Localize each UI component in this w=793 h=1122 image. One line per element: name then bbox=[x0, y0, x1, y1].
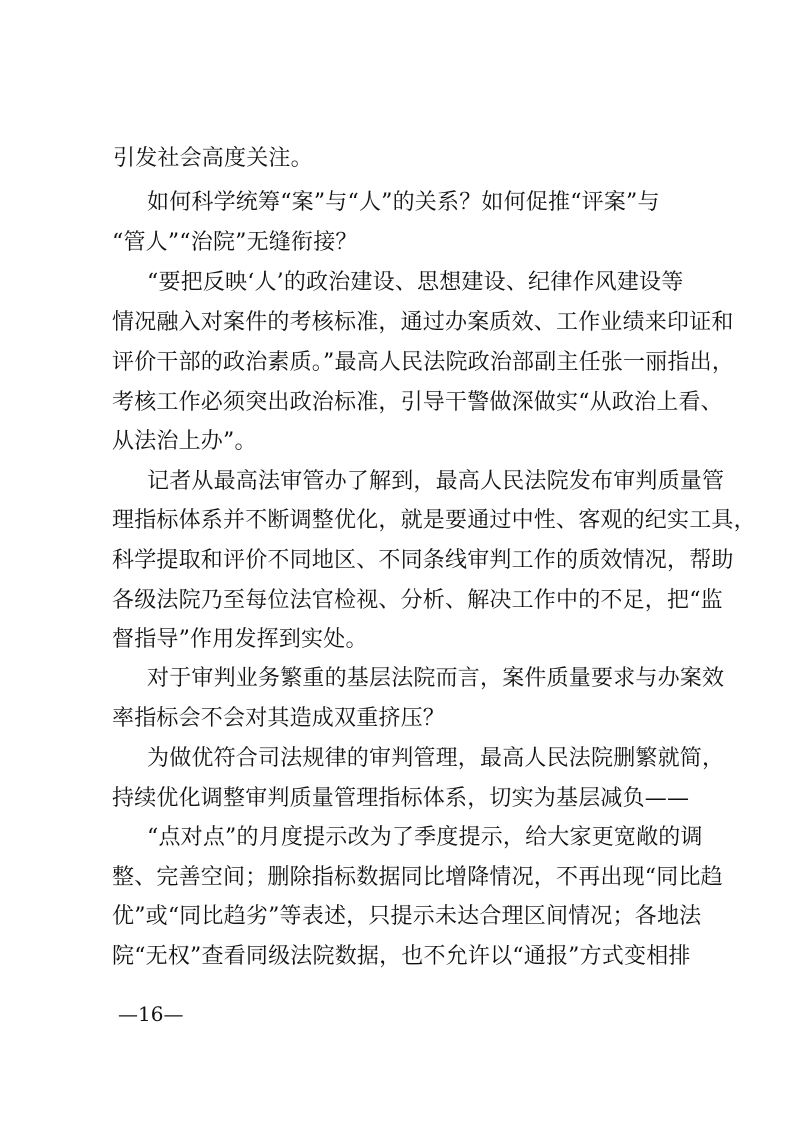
text-line-12: 各级法院乃至每位法官检视、分析、解决工作中的不足，把“监 bbox=[112, 588, 723, 613]
text-line-11: 科学提取和评价不同地区、不同条线审判工作的质效情况，帮助 bbox=[112, 548, 734, 573]
text-line-8: 从法治上办”。 bbox=[112, 429, 257, 454]
text-line-19: 整、完善空间；删除指标数据同比增降情况，不再出现“同比趋 bbox=[112, 865, 723, 890]
text-line-4: “要把反映‘人’的政治建设、思想建设、纪律作风建设等 bbox=[147, 270, 684, 295]
text-line-18: “点对点”的月度提示改为了季度提示，给大家更宽敞的调 bbox=[147, 825, 703, 850]
text-line-7: 考核工作必须突出政治标准，引导干警做深做实“从政治上看、 bbox=[112, 390, 723, 415]
text-line-2: 如何科学统筹“案”与“人”的关系？如何促推“评案”与 bbox=[147, 190, 660, 215]
text-line-13: 督指导”作用发挥到实处。 bbox=[112, 627, 368, 652]
text-line-21: 院“无权”查看同级法院数据，也不允许以“通报”方式变相排 bbox=[112, 944, 691, 969]
text-line-3: “管人”“治院”无缝衔接？ bbox=[112, 230, 358, 255]
text-line-5: 情况融入对案件的考核标准，通过办案质效、工作业绩来印证和 bbox=[112, 310, 734, 335]
text-line-6: 评价干部的政治素质。”最高人民法院政治部副主任张一丽指出， bbox=[112, 350, 735, 375]
text-line-17: 持续优化调整审判质量管理指标体系，切实为基层减负—— bbox=[112, 786, 690, 811]
text-line-1: 引发社会高度关注。 bbox=[113, 146, 313, 171]
text-line-16: 为做优符合司法规律的审判管理，最高人民法院删繁就简， bbox=[147, 746, 725, 771]
page-number: —16— bbox=[118, 1002, 184, 1026]
text-line-10: 理指标体系并不断调整优化，就是要通过中性、客观的纪实工具， bbox=[112, 508, 756, 533]
text-line-20: 优”或“同比趋劣”等表述，只提示未达合理区间情况；各地法 bbox=[112, 904, 702, 929]
text-line-9: 记者从最高法审管办了解到，最高人民法院发布审判质量管 bbox=[147, 469, 725, 494]
text-line-14: 对于审判业务繁重的基层法院而言，案件质量要求与办案效 bbox=[147, 666, 725, 691]
text-line-15: 率指标会不会对其造成双重挤压？ bbox=[112, 706, 446, 731]
